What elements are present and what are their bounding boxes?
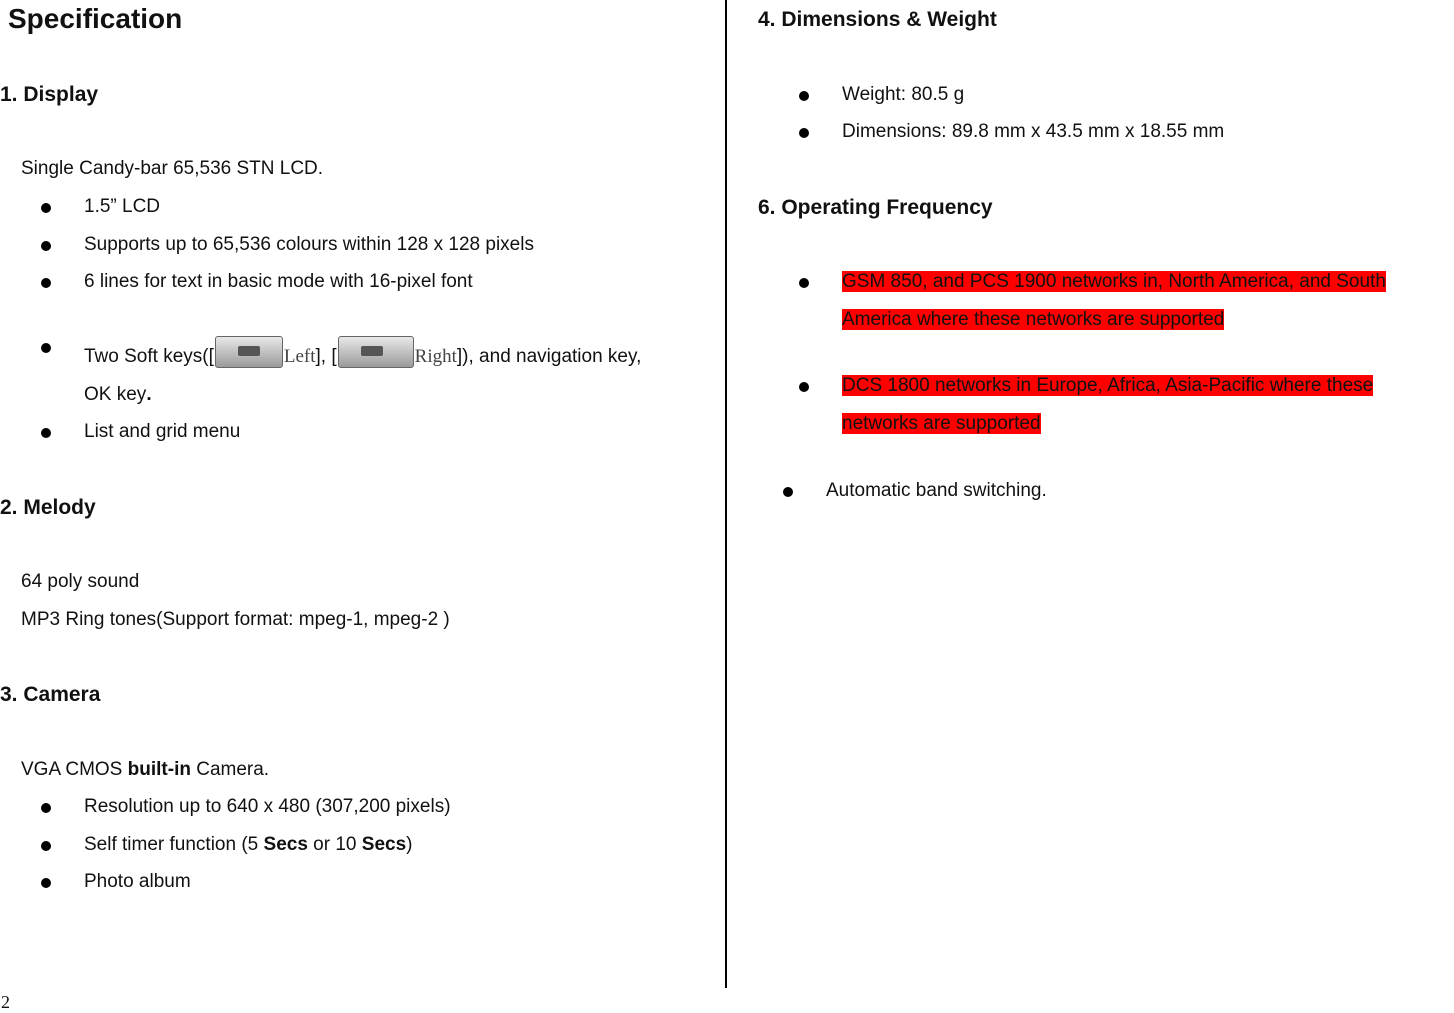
list-item: Supports up to 65,536 colours within 128 x 128 pixels xyxy=(84,234,534,255)
list-item: Weight: 80.5 g xyxy=(842,84,965,105)
right-key-label: Right xyxy=(414,346,457,367)
list-item: Resolution up to 640 x 480 (307,200 pixels) xyxy=(84,796,451,817)
dcs-line-1: DCS 1800 networks in Europe, Africa, Asia-Pacific where these xyxy=(842,375,1374,396)
dimensions-heading: 4. Dimensions & Weight xyxy=(758,8,997,31)
melody-heading: 2. Melody xyxy=(0,496,96,519)
camera-intro-pre: VGA CMOS xyxy=(21,759,128,780)
ok-key-period: . xyxy=(146,384,152,405)
list-item: 6 lines for text in basic mode with 16-pixel font xyxy=(84,271,473,292)
gsm-item-cont xyxy=(842,309,1224,331)
list-item: Photo album xyxy=(84,871,191,892)
display-intro: Single Candy-bar 65,536 STN LCD. xyxy=(21,158,324,179)
softkeys-item xyxy=(84,336,641,368)
camera-intro-bold: built-in xyxy=(127,759,191,780)
camera-intro xyxy=(21,759,269,781)
list-item: 1.5” LCD xyxy=(84,196,161,217)
timer-bold-2: Secs xyxy=(361,834,407,855)
softkeys-line2 xyxy=(84,384,152,406)
list-item: Dimensions: 89.8 mm x 43.5 mm x 18.55 mm xyxy=(842,121,1225,142)
gsm-line-1: GSM 850, and PCS 1900 networks in, North America, and South xyxy=(842,271,1386,292)
timer-bold-1: Secs xyxy=(263,834,308,855)
page-title: Specification xyxy=(8,3,183,34)
gsm-item xyxy=(842,271,1386,293)
camera-intro-post: Camera. xyxy=(190,759,270,780)
melody-line: MP3 Ring tones(Support format: mpeg-1, mpeg-2 ) xyxy=(21,609,450,630)
gsm-line-2: America where these networks are supported xyxy=(842,309,1225,330)
timer-post: ) xyxy=(406,834,413,855)
dcs-item xyxy=(842,375,1373,397)
softkeys-prefix: Two Soft keys([ xyxy=(84,346,214,367)
timer-item xyxy=(84,834,412,856)
right-softkey-icon xyxy=(338,336,414,368)
column-divider xyxy=(725,0,727,988)
auto-band-item: Automatic band switching. xyxy=(826,480,1047,501)
timer-pre: Self timer function (5 xyxy=(84,834,264,855)
softkeys-suffix: ]), and navigation key, xyxy=(456,346,642,367)
left-softkey-icon xyxy=(215,336,283,368)
display-heading: 1. Display xyxy=(0,83,99,106)
frequency-heading: 6. Operating Frequency xyxy=(758,196,993,219)
softkeys-middle: ], [ xyxy=(315,346,337,367)
timer-mid: or 10 xyxy=(307,834,362,855)
ok-key-text: OK key xyxy=(84,384,147,405)
page-number: 2 xyxy=(1,992,10,1012)
melody-line: 64 poly sound xyxy=(21,571,140,592)
list-item: List and grid menu xyxy=(84,421,241,442)
left-key-label: Left xyxy=(283,346,316,367)
camera-heading: 3. Camera xyxy=(0,683,101,706)
dcs-item-cont xyxy=(842,413,1041,435)
dcs-line-2: networks are supported xyxy=(842,413,1041,434)
